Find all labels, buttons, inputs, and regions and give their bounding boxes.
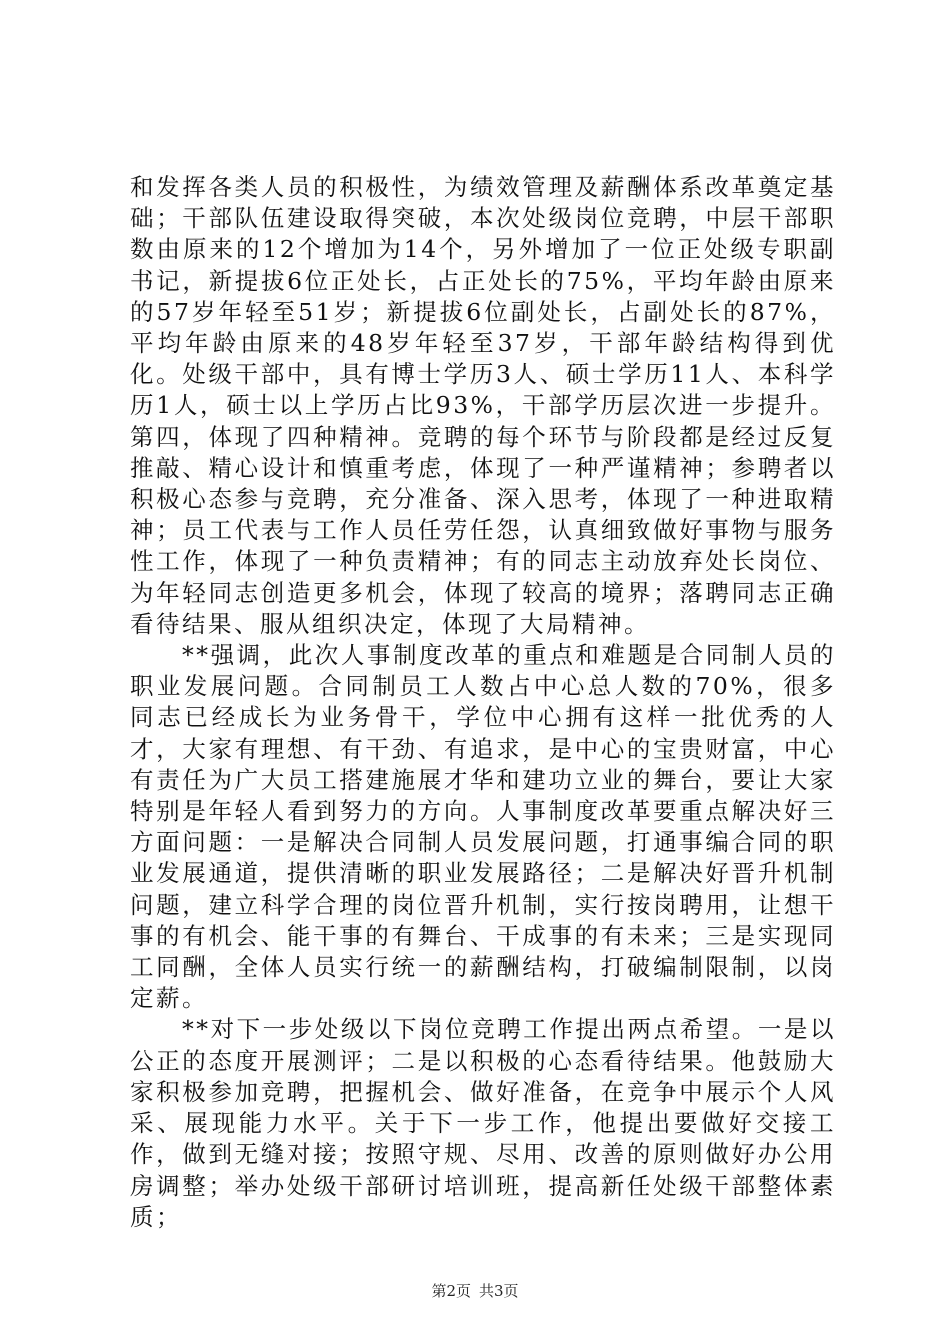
page-number-current: 第2页	[431, 1282, 471, 1300]
paragraph-reform-focus: **强调，此次人事制度改革的重点和难题是合同制人员的职业发展问题。合同制员工人数占中心总人数的70%，很多同志已经成长为业务骨干，学位中心拥有这样一批优秀的人才，大家有理想、有干劲、有追求，是中心的宝贵财富，中心有责任为广大员工搭建施展才华和建功立业的舞台，要让大家特别是年轻人看到努力的方向。人事制度改革要重点解决好三方面问题：一是解决合同制人员发展问题，打通事编合同的职业发展通道，提供清晰的职业发展路径；二是解决好晋升机制问题，建立科学合理的岗位晋升机制，实行按岗聘用，让想干事的有机会、能干事的有舞台、干成事的有未来；三是实现同工同酬，全体人员实行统一的薪酬结构，打破编制限制，以岗定薪。	[130, 641, 836, 1013]
paragraph-next-steps: **对下一步处级以下岗位竞聘工作提出两点希望。一是以公正的态度开展测评；二是以积极的心态看待结果。他鼓励大家积极参加竞聘，把握机会、做好准备，在竞争中展示个人风采、展现能力水平。关于下一步工作，他提出要做好交接工作，做到无缝对接；按照守规、尽用、改善的原则做好办公用房调整；举办处级干部研讨培训班，提高新任处级干部整体素质；	[130, 1015, 836, 1231]
document-body	[130, 172, 836, 1233]
page-number-total: 共3页	[479, 1282, 519, 1300]
page-footer	[0, 1281, 950, 1301]
paragraph-continuation: 和发挥各类人员的积极性，为绩效管理及薪酬体系改革奠定基础；干部队伍建设取得突破，本次处级岗位竞聘，中层干部职数由原来的12个增加为14个，另外增加了一位正处级专职副书记，新提拔6位正处长，占正处长的75%，平均年龄由原来的57岁年轻至51岁；新提拔6位副处长，占副处长的87%，平均年龄由原来的48岁年轻至37岁，干部年龄结构得到优化。处级干部中，具有博士学历3人、硕士学历11人、本科学历1人，硕士以上学历占比93%，干部学历层次进一步提升。第四，体现了四种精神。竞聘的每个环节与阶段都是经过反复推敲、精心设计和慎重考虑，体现了一种严谨精神；参聘者以积极心态参与竞聘，充分准备、深入思考，体现了一种进取精神；员工代表与工作人员任劳任怨，认真细致做好事物与服务性工作，体现了一种负责精神；有的同志主动放弃处长岗位、为年轻同志创造更多机会，体现了较高的境界；落聘同志正确看待结果、服从组织决定，体现了大局精神。	[130, 173, 836, 638]
